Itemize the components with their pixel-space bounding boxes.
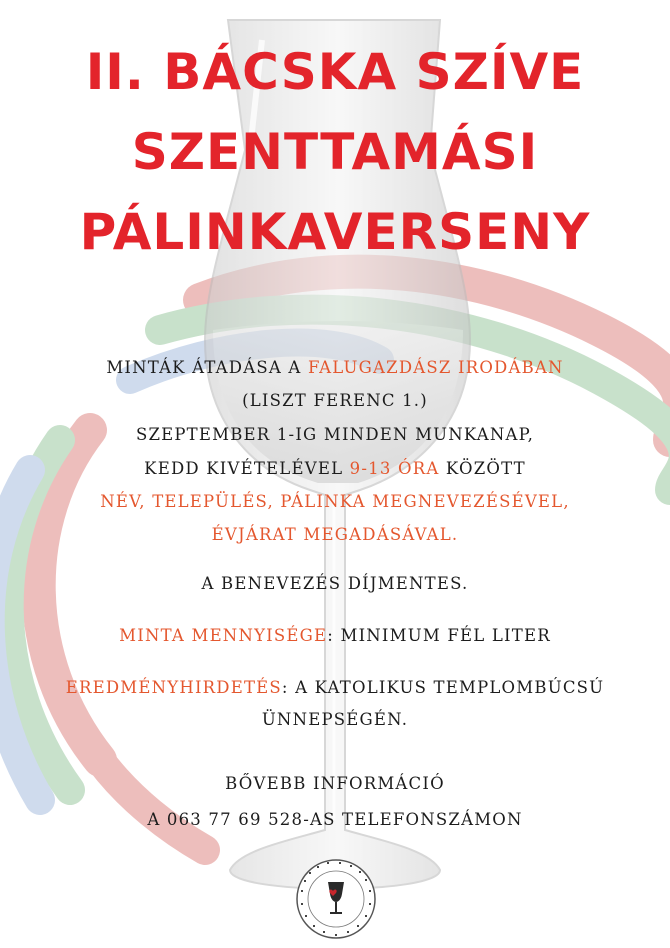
info-text: : MINIMUM FÉL LITER: [327, 626, 551, 645]
info-text: KEDD KIVÉTELÉVEL: [144, 459, 350, 478]
title-line-3: PÁLINKAVERSENY: [79, 203, 591, 261]
title-line-2: SZENTTAMÁSI: [131, 123, 539, 181]
info-line-results: [0, 676, 670, 700]
info-line-address: (LISZT FERENC 1.): [242, 391, 428, 410]
info-line-ceremony: ÜNNEPSÉGÉN.: [261, 710, 409, 729]
info-highlight: FALUGAZDÁSZ IRODÁBAN: [307, 358, 564, 377]
info-line-vintage: ÉVJÁRAT MEGADÁSÁVAL.: [211, 525, 459, 544]
info-line-free-entry: A BENEVEZÉS DÍJMENTES.: [201, 574, 469, 593]
info-line-more-info: BŐVEBB INFORMÁCIÓ: [225, 774, 445, 793]
info-text: : A KATOLIKUS TEMPLOMBÚCSÚ: [281, 678, 605, 697]
info-line-phone: A 063 77 69 528-AS TELEFONSZÁMON: [147, 810, 523, 829]
info-line-deadline: SZEPTEMBER 1-IG MINDEN MUNKANAP,: [135, 425, 535, 444]
info-text: MINTÁK ÁTADÁSA A: [106, 358, 308, 377]
info-highlight: MINTA MENNYISÉGE: [119, 626, 328, 645]
info-line-drop-off: [0, 356, 670, 380]
info-highlight: EREDMÉNYHIRDETÉS: [65, 678, 282, 697]
seal-logo: [295, 858, 377, 940]
info-line-quantity: [0, 624, 670, 648]
info-text: KÖZÖTT: [439, 459, 526, 478]
info-line-requirements: NÉV, TELEPÜLÉS, PÁLINKA MEGNEVEZÉSÉVEL,: [100, 492, 570, 511]
title-line-1: II. BÁCSKA SZÍVE: [85, 43, 585, 101]
info-line-hours: [0, 457, 670, 481]
info-highlight: 9-13 ÓRA: [349, 459, 440, 478]
